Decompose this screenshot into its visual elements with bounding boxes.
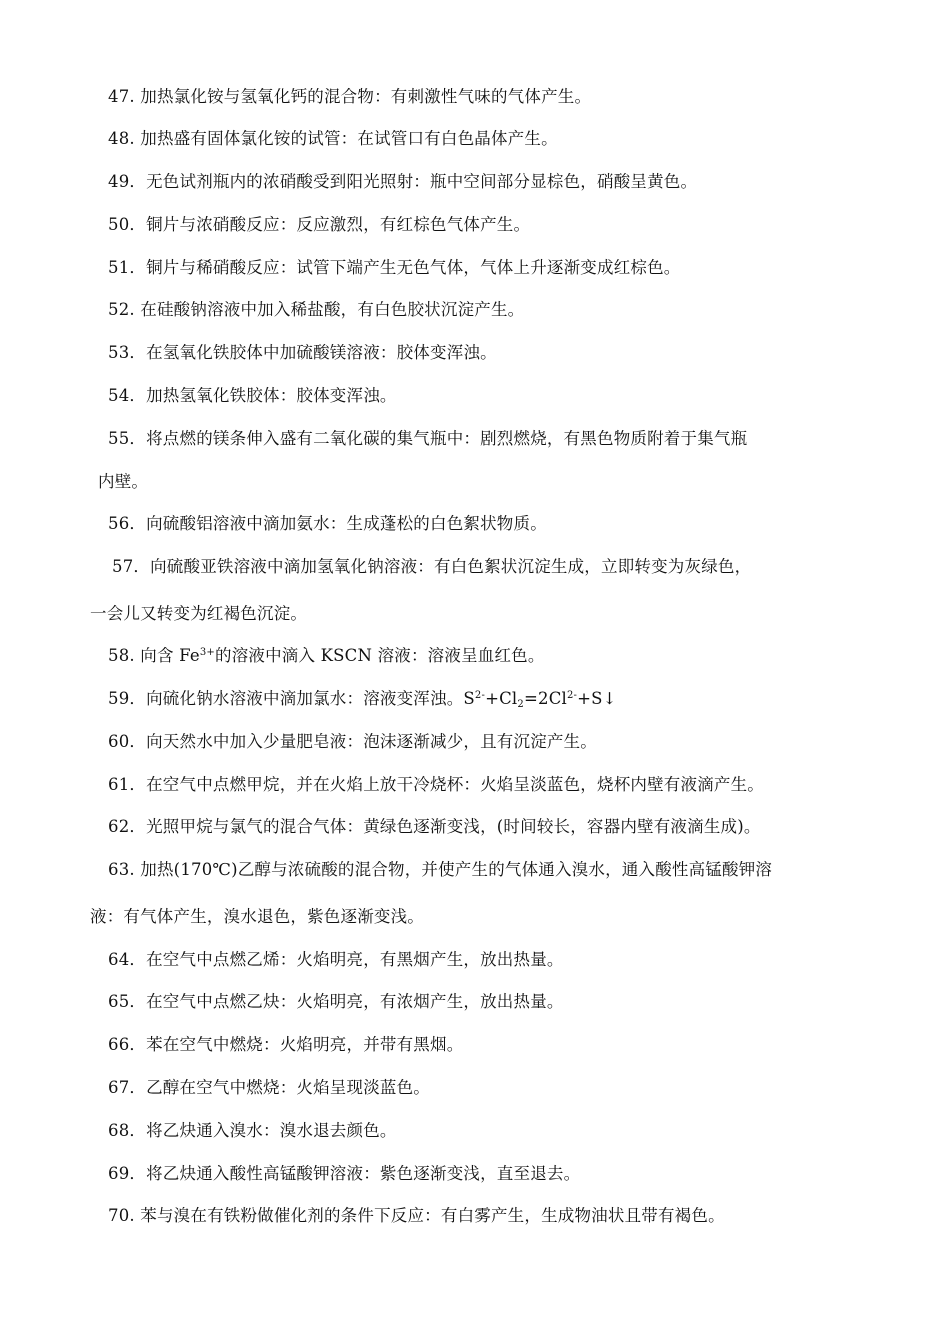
eq-sulfur-precipitate: +S↓ [577, 689, 617, 708]
item-49: 49．无色试剂瓶内的浓硝酸受到阳光照射：瓶中空间部分显棕色，硝酸呈黄色。 [108, 172, 698, 191]
item-60: 60．向天然水中加入少量肥皂液：泡沫逐渐减少，且有沉淀产生。 [108, 732, 597, 751]
item-59 [108, 688, 617, 710]
item-65: 65．在空气中点燃乙炔：火焰明亮，有浓烟产生，放出热量。 [108, 992, 564, 1011]
item-55-continuation: 内壁。 [98, 472, 149, 491]
item-58 [108, 645, 545, 667]
item-57: 57．向硫酸亚铁溶液中滴加氢氧化钠溶液：有白色絮状沉淀生成，立即转变为灰绿色， [112, 557, 752, 576]
item-56: 56．向硫酸铝溶液中滴加氨水：生成蓬松的白色絮状物质。 [108, 514, 547, 533]
iron-charge-superscript: 3+ [199, 647, 215, 658]
eq-chlorine-subscript: 2 [517, 699, 524, 710]
eq-sulfur: S [463, 689, 475, 708]
item-59-equation [463, 689, 616, 708]
item-48: 48. 加热盛有固体氯化铵的试管：在试管口有白色晶体产生。 [108, 129, 558, 148]
item-58-text-b: 的溶液中滴入 KSCN 溶液：溶液呈血红色。 [215, 646, 545, 665]
item-63: 63. 加热(170℃)乙醇与浓硫酸的混合物，并使产生的气体通入溴水，通入酸性高锰酸钾溶 [108, 860, 773, 879]
item-61: 61．在空气中点燃甲烷，并在火焰上放干冷烧杯：火焰呈淡蓝色，烧杯内壁有液滴产生。 [108, 775, 764, 794]
item-54: 54．加热氢氧化铁胶体：胶体变浑浊。 [108, 386, 397, 405]
item-53: 53．在氢氧化铁胶体中加硫酸镁溶液：胶体变浑浊。 [108, 343, 497, 362]
item-51: 51．铜片与稀硝酸反应：试管下端产生无色气体，气体上升逐渐变成红棕色。 [108, 258, 681, 277]
eq-chlorine: +Cl [485, 689, 518, 708]
item-68: 68．将乙炔通入溴水：溴水退去颜色。 [108, 1121, 397, 1140]
item-66: 66．苯在空气中燃烧：火焰明亮，并带有黑烟。 [108, 1035, 464, 1054]
item-67: 67．乙醇在空气中燃烧：火焰呈现淡蓝色。 [108, 1078, 430, 1097]
item-63-continuation: 液：有气体产生，溴水退色，紫色逐渐变浅。 [90, 907, 424, 926]
eq-chloride-charge: 2- [567, 690, 578, 701]
item-52: 52. 在硅酸钠溶液中加入稀盐酸，有白色胶状沉淀产生。 [108, 300, 525, 319]
item-59-text: 59．向硫化钠水溶液中滴加氯水：溶液变浑浊。 [108, 689, 464, 708]
item-55: 55．将点燃的镁条伸入盛有二氧化碳的集气瓶中：剧烈燃烧，有黑色物质附着于集气瓶 [108, 429, 748, 448]
item-69: 69．将乙炔通入酸性高锰酸钾溶液：紫色逐渐变浅，直至退去。 [108, 1164, 581, 1183]
item-62: 62．光照甲烷与氯气的混合气体：黄绿色逐渐变浅，(时间较长，容器内壁有液滴生成)。 [108, 817, 761, 836]
item-70: 70. 苯与溴在有铁粉做催化剂的条件下反应：有白雾产生，生成物油状且带有褐色。 [108, 1206, 725, 1225]
eq-sulfide-charge: 2- [474, 690, 486, 701]
item-47: 47. 加热氯化铵与氢氧化钙的混合物：有刺激性气味的气体产生。 [108, 87, 592, 106]
item-58-text-a: 58. 向含 Fe [108, 646, 200, 665]
item-64: 64．在空气中点燃乙烯：火焰明亮，有黑烟产生，放出热量。 [108, 950, 564, 969]
item-57-continuation: 一会儿又转变为红褐色沉淀。 [90, 604, 308, 623]
item-50: 50．铜片与浓硝酸反应：反应激烈，有红棕色气体产生。 [108, 215, 531, 234]
eq-chloride: =2Cl [523, 689, 567, 708]
